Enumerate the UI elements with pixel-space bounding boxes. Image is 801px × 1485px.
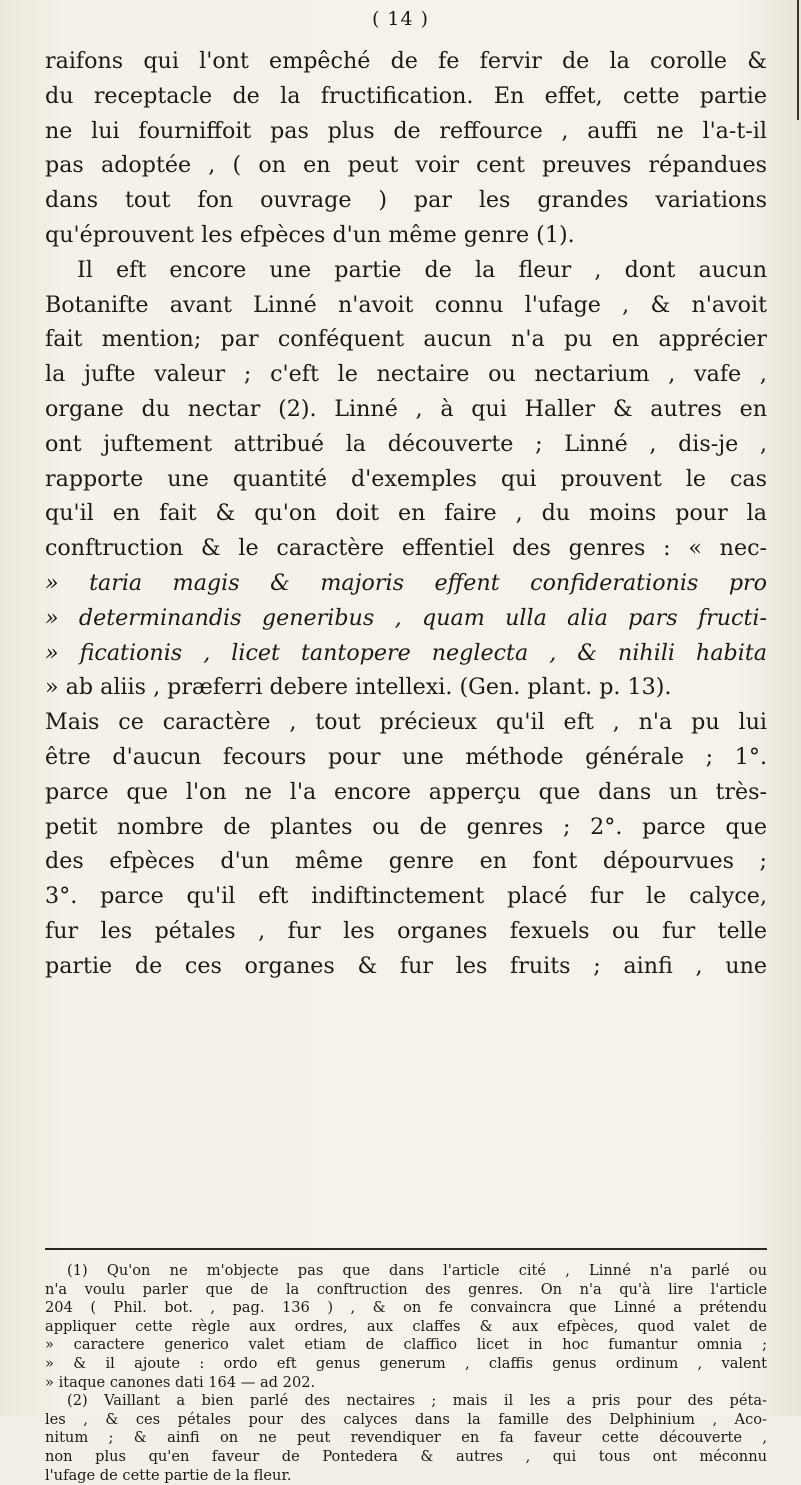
text-line: 3°. parce qu'il eft indiftinctement placé fur le calyce,: [45, 883, 767, 910]
text-line: Mais ce caractère , tout précieux qu'il eft , n'a pu lui: [45, 709, 767, 736]
footnote-line: (2) Vaillant a bien parlé des nectaires ; mais il les a pris pour des péta-: [67, 1392, 767, 1410]
footnotes: [45, 1262, 767, 1485]
text-line: fur les pétales , fur les organes fexuels ou fur telle: [45, 917, 767, 944]
text-line: qu'il en fait & qu'on doit en faire , du moins pour la: [45, 500, 767, 527]
text-line: fait mention; par conféquent aucun n'a pu en apprécier: [45, 326, 767, 353]
footnote-line: non plus qu'en faveur de Pontedera & autres , qui tous ont méconnu: [45, 1447, 767, 1465]
text-line: rapporte une quantité d'exemples qui prouvent le cas: [45, 465, 767, 492]
footnote-line: » itaque canones dati 164 — ad 202.: [45, 1373, 316, 1391]
text-line: qu'éprouvent les efpèces d'un même genre (1).: [45, 221, 575, 248]
footnote-line: l'ufage de cette partie de la fleur.: [45, 1466, 292, 1484]
text-line: partie de ces organes & fur les fruits ; ainfi , une: [45, 952, 767, 979]
text-line: organe du nectar (2). Linné , à qui Haller & autres en: [45, 395, 767, 422]
quote-line: » ab aliis , præferri debere intellexi. (Gen. plant. p. 13).: [45, 674, 672, 701]
text-line: Botanifte avant Linné n'avoit connu l'ufage , & n'avoit: [45, 291, 767, 318]
quote-line: » ficationis , licet tantopere neglecta , & nihili habita: [45, 639, 767, 666]
text-line: parce que l'on ne l'a encore apperçu que dans un très-: [45, 778, 767, 805]
text-line: pas adoptée , ( on en peut voir cent preuves répandues: [45, 152, 767, 179]
text-line: raifons qui l'ont empêché de fe fervir de la corolle &: [45, 48, 767, 74]
footnote-line: les , & ces pétales pour des calyces dans la famille des Delphinium , Aco-: [45, 1410, 767, 1428]
quote-line: » determinandis generibus , quam ulla alia pars fructi-: [45, 604, 767, 631]
quote-line: » taria magis & majoris effent confiderationis pro: [45, 569, 767, 596]
main-text: [45, 44, 767, 984]
text-line: conftruction & le caractère effentiel des genres : « nec-: [45, 535, 767, 562]
footnote-line: nitum ; & ainfi on ne peut revendiquer en fa faveur cette découverte ,: [45, 1429, 767, 1447]
footnote-line: » & il ajoute : ordo eft genus generum , claffis genus ordinum , valent: [45, 1354, 767, 1372]
paragraph-start: Il eft encore une partie de la fleur , dont aucun: [77, 256, 767, 283]
text-line: petit nombre de plantes ou de genres ; 2°. parce que: [45, 813, 767, 840]
text-line: être d'aucun fecours pour une méthode générale ; 1°.: [45, 743, 767, 770]
footnote-line: » caractere generico valet etiam de claffico licet in hoc fumantur omnia ;: [45, 1336, 767, 1354]
footnote-line: n'a voulu parler que de la conftruction des genres. On n'a qu'à lire l'article: [45, 1280, 767, 1298]
text-line: dans tout fon ouvrage ) par les grandes variations: [45, 187, 767, 214]
footnote-line: appliquer cette règle aux ordres, aux claffes & aux efpèces, quod valet de: [45, 1317, 767, 1335]
text-line: ne lui fourniffoit pas plus de reffource , auffi ne l'a-t-il: [45, 117, 767, 144]
text-line: du receptacle de la fructification. En effet, cette partie: [45, 82, 767, 109]
footnote-line: 204 ( Phil. bot. , pag. 136 ) , & on fe convaincra que Linné a prétendu: [45, 1299, 767, 1317]
page-number: ( 14 ): [371, 8, 430, 30]
footnote-line: (1) Qu'on ne m'objecte pas que dans l'article cité , Linné n'a parlé ou: [67, 1262, 767, 1279]
text-line: la jufte valeur ; c'eft le nectaire ou nectarium , vafe ,: [45, 361, 767, 388]
text-line: ont juftement attribué la découverte ; Linné , dis-je ,: [45, 430, 767, 457]
footnote-divider: [45, 1248, 767, 1250]
text-line: des efpèces d'un même genre en font dépourvues ;: [45, 848, 767, 875]
